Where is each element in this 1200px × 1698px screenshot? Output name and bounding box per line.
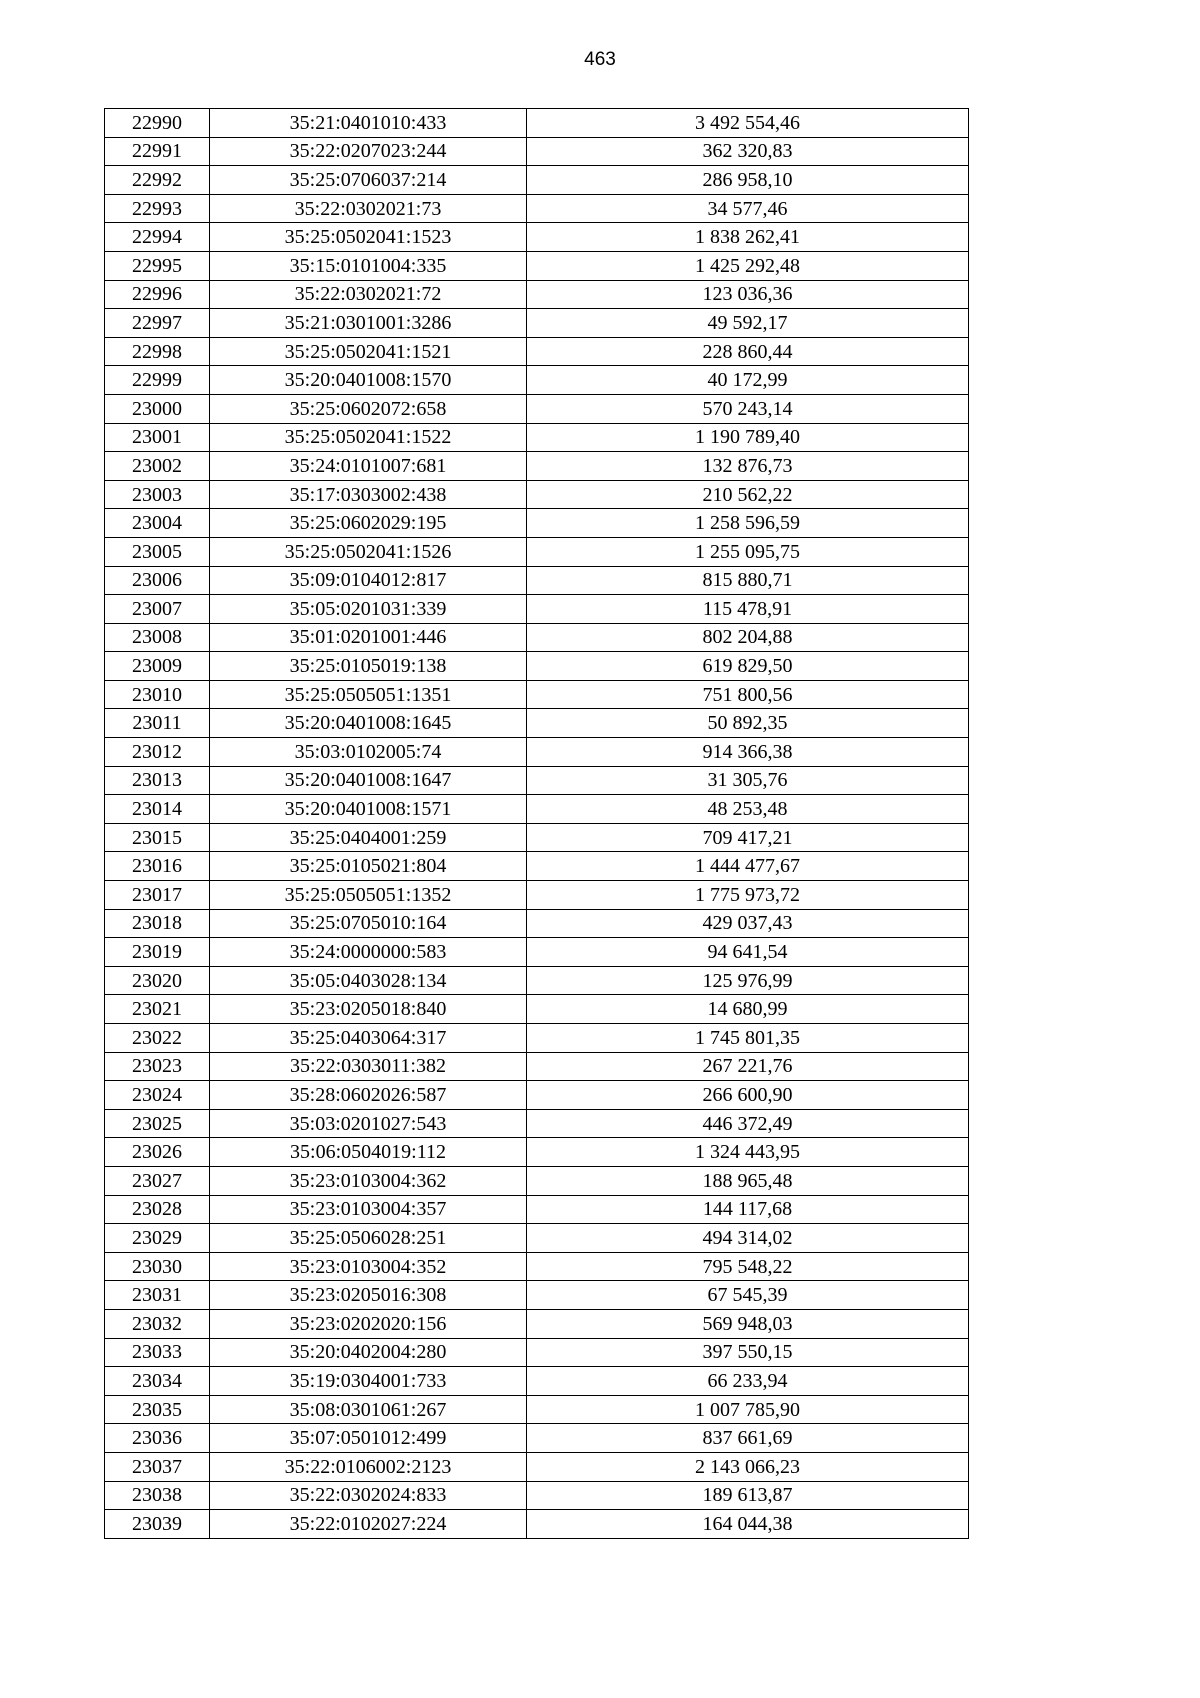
cadastral-number-cell: 35:22:0302021:72 (210, 280, 527, 309)
row-number-cell: 22998 (105, 337, 210, 366)
table-row (105, 995, 969, 1024)
cadastral-number-cell: 35:20:0402004:280 (210, 1338, 527, 1367)
row-number-cell: 22993 (105, 194, 210, 223)
cadastral-number-cell: 35:25:0502041:1523 (210, 223, 527, 252)
cadastral-number-cell: 35:23:0202020:156 (210, 1309, 527, 1338)
row-number-cell: 23034 (105, 1367, 210, 1396)
cadastral-value-cell: 1 775 973,72 (527, 881, 969, 910)
row-number-cell: 22990 (105, 109, 210, 138)
cadastral-value-cell: 210 562,22 (527, 480, 969, 509)
cadastral-number-cell: 35:03:0201027:543 (210, 1109, 527, 1138)
cadastral-value-cell: 1 444 477,67 (527, 852, 969, 881)
row-number-cell: 23025 (105, 1109, 210, 1138)
table-row (105, 280, 969, 309)
table-row (105, 1252, 969, 1281)
cadastral-number-cell: 35:24:0101007:681 (210, 452, 527, 481)
cadastral-value-cell: 709 417,21 (527, 823, 969, 852)
cadastral-value-cell: 1 255 095,75 (527, 537, 969, 566)
row-number-cell: 23020 (105, 966, 210, 995)
cadastral-value-cell: 795 548,22 (527, 1252, 969, 1281)
row-number-cell: 23002 (105, 452, 210, 481)
row-number-cell: 23004 (105, 509, 210, 538)
cadastral-value-cell: 2 143 066,23 (527, 1452, 969, 1481)
cadastral-value-cell: 570 243,14 (527, 394, 969, 423)
cadastral-number-cell: 35:22:0106002:2123 (210, 1452, 527, 1481)
table-row (105, 223, 969, 252)
cadastral-number-cell: 35:25:0105021:804 (210, 852, 527, 881)
cadastral-number-cell: 35:19:0304001:733 (210, 1367, 527, 1396)
table-row (105, 938, 969, 967)
table-row (105, 652, 969, 681)
cadastral-number-cell: 35:23:0103004:352 (210, 1252, 527, 1281)
table-row (105, 480, 969, 509)
cadastral-value-cell: 164 044,38 (527, 1510, 969, 1539)
cadastral-value-cell: 429 037,43 (527, 909, 969, 938)
table-row (105, 1166, 969, 1195)
cadastral-value-cell: 67 545,39 (527, 1281, 969, 1310)
cadastral-value-cell: 14 680,99 (527, 995, 969, 1024)
table-body (105, 109, 969, 1539)
cadastral-number-cell: 35:22:0302021:73 (210, 194, 527, 223)
cadastral-number-cell: 35:22:0207023:244 (210, 137, 527, 166)
cadastral-number-cell: 35:15:0101004:335 (210, 251, 527, 280)
row-number-cell: 23003 (105, 480, 210, 509)
row-number-cell: 23019 (105, 938, 210, 967)
row-number-cell: 23010 (105, 680, 210, 709)
cadastral-number-cell: 35:25:0502041:1521 (210, 337, 527, 366)
row-number-cell: 23028 (105, 1195, 210, 1224)
table-row (105, 1510, 969, 1539)
cadastral-value-cell: 446 372,49 (527, 1109, 969, 1138)
cadastral-number-cell: 35:21:0301001:3286 (210, 309, 527, 338)
row-number-cell: 23012 (105, 738, 210, 767)
row-number-cell: 23033 (105, 1338, 210, 1367)
table-row (105, 166, 969, 195)
table-row (105, 1395, 969, 1424)
table-row (105, 1338, 969, 1367)
cadastral-value-cell: 49 592,17 (527, 309, 969, 338)
table-row (105, 623, 969, 652)
row-number-cell: 23035 (105, 1395, 210, 1424)
cadastral-number-cell: 35:17:0303002:438 (210, 480, 527, 509)
cadastral-value-cell: 802 204,88 (527, 623, 969, 652)
cadastral-value-cell: 189 613,87 (527, 1481, 969, 1510)
cadastral-value-cell: 50 892,35 (527, 709, 969, 738)
cadastral-number-cell: 35:06:0504019:112 (210, 1138, 527, 1167)
table-row (105, 680, 969, 709)
cadastral-value-cell: 228 860,44 (527, 337, 969, 366)
row-number-cell: 23017 (105, 881, 210, 910)
cadastral-value-cell: 123 036,36 (527, 280, 969, 309)
cadastral-value-cell: 1 745 801,35 (527, 1024, 969, 1053)
table-row (105, 394, 969, 423)
row-number-cell: 22995 (105, 251, 210, 280)
table-row (105, 537, 969, 566)
cadastral-value-cell: 66 233,94 (527, 1367, 969, 1396)
cadastral-number-cell: 35:23:0205018:840 (210, 995, 527, 1024)
cadastral-value-cell: 94 641,54 (527, 938, 969, 967)
table-row (105, 1195, 969, 1224)
cadastral-number-cell: 35:03:0102005:74 (210, 738, 527, 767)
row-number-cell: 22996 (105, 280, 210, 309)
cadastral-number-cell: 35:05:0403028:134 (210, 966, 527, 995)
table-row (105, 881, 969, 910)
cadastral-number-cell: 35:20:0401008:1570 (210, 366, 527, 395)
row-number-cell: 23026 (105, 1138, 210, 1167)
row-number-cell: 23011 (105, 709, 210, 738)
row-number-cell: 23018 (105, 909, 210, 938)
cadastral-number-cell: 35:22:0102027:224 (210, 1510, 527, 1539)
cadastral-number-cell: 35:08:0301061:267 (210, 1395, 527, 1424)
table-row (105, 566, 969, 595)
table-row (105, 509, 969, 538)
cadastral-value-cell: 494 314,02 (527, 1224, 969, 1253)
table-row (105, 452, 969, 481)
table-row (105, 194, 969, 223)
cadastral-number-cell: 35:23:0103004:357 (210, 1195, 527, 1224)
row-number-cell: 23031 (105, 1281, 210, 1310)
cadastral-number-cell: 35:24:0000000:583 (210, 938, 527, 967)
cadastral-value-cell: 1 258 596,59 (527, 509, 969, 538)
table-row (105, 423, 969, 452)
row-number-cell: 23009 (105, 652, 210, 681)
cadastral-value-cell: 266 600,90 (527, 1081, 969, 1110)
row-number-cell: 23022 (105, 1024, 210, 1053)
cadastral-number-cell: 35:25:0602029:195 (210, 509, 527, 538)
cadastral-value-cell: 619 829,50 (527, 652, 969, 681)
page-number: 463 (584, 49, 616, 70)
cadastral-value-cell: 132 876,73 (527, 452, 969, 481)
table-row (105, 595, 969, 624)
cadastral-number-cell: 35:25:0403064:317 (210, 1024, 527, 1053)
cadastral-value-cell: 188 965,48 (527, 1166, 969, 1195)
row-number-cell: 23001 (105, 423, 210, 452)
row-number-cell: 23032 (105, 1309, 210, 1338)
row-number-cell: 23013 (105, 766, 210, 795)
cadastral-value-cell: 914 366,38 (527, 738, 969, 767)
row-number-cell: 23021 (105, 995, 210, 1024)
table-row (105, 909, 969, 938)
row-number-cell: 23006 (105, 566, 210, 595)
table-row (105, 1052, 969, 1081)
cadastral-number-cell: 35:07:0501012:499 (210, 1424, 527, 1453)
table-row (105, 852, 969, 881)
cadastral-number-cell: 35:20:0401008:1571 (210, 795, 527, 824)
cadastral-number-cell: 35:25:0602072:658 (210, 394, 527, 423)
table-row (105, 795, 969, 824)
cadastral-value-cell: 569 948,03 (527, 1309, 969, 1338)
cadastral-value-cell: 34 577,46 (527, 194, 969, 223)
cadastral-value-cell: 362 320,83 (527, 137, 969, 166)
cadastral-number-cell: 35:25:0705010:164 (210, 909, 527, 938)
table-row (105, 709, 969, 738)
row-number-cell: 23000 (105, 394, 210, 423)
cadastral-value-table (104, 108, 969, 1539)
row-number-cell: 23030 (105, 1252, 210, 1281)
cadastral-value-cell: 3 492 554,46 (527, 109, 969, 138)
row-number-cell: 22992 (105, 166, 210, 195)
table-row (105, 1224, 969, 1253)
cadastral-value-cell: 1 838 262,41 (527, 223, 969, 252)
table-row (105, 1281, 969, 1310)
table-row (105, 1424, 969, 1453)
cadastral-number-cell: 35:25:0506028:251 (210, 1224, 527, 1253)
row-number-cell: 23038 (105, 1481, 210, 1510)
cadastral-number-cell: 35:23:0205016:308 (210, 1281, 527, 1310)
cadastral-value-cell: 751 800,56 (527, 680, 969, 709)
row-number-cell: 22991 (105, 137, 210, 166)
row-number-cell: 23036 (105, 1424, 210, 1453)
table-row (105, 766, 969, 795)
row-number-cell: 22997 (105, 309, 210, 338)
cadastral-number-cell: 35:01:0201001:446 (210, 623, 527, 652)
table-row (105, 366, 969, 395)
table-row (105, 1481, 969, 1510)
cadastral-value-cell: 48 253,48 (527, 795, 969, 824)
table-row (105, 309, 969, 338)
table-row (105, 1138, 969, 1167)
cadastral-value-cell: 40 172,99 (527, 366, 969, 395)
cadastral-value-cell: 286 958,10 (527, 166, 969, 195)
table-row (105, 337, 969, 366)
cadastral-number-cell: 35:25:0502041:1522 (210, 423, 527, 452)
cadastral-number-cell: 35:25:0505051:1352 (210, 881, 527, 910)
cadastral-value-cell: 1 007 785,90 (527, 1395, 969, 1424)
row-number-cell: 22994 (105, 223, 210, 252)
cadastral-value-cell: 1 425 292,48 (527, 251, 969, 280)
cadastral-number-cell: 35:25:0505051:1351 (210, 680, 527, 709)
cadastral-value-cell: 397 550,15 (527, 1338, 969, 1367)
table-row (105, 738, 969, 767)
row-number-cell: 23005 (105, 537, 210, 566)
cadastral-value-cell: 1 324 443,95 (527, 1138, 969, 1167)
cadastral-value-cell: 115 478,91 (527, 595, 969, 624)
table-row (105, 251, 969, 280)
table-row (105, 1367, 969, 1396)
cadastral-number-cell: 35:05:0201031:339 (210, 595, 527, 624)
row-number-cell: 23015 (105, 823, 210, 852)
table-row (105, 966, 969, 995)
row-number-cell: 23007 (105, 595, 210, 624)
table-row (105, 1452, 969, 1481)
cadastral-value-cell: 144 117,68 (527, 1195, 969, 1224)
row-number-cell: 22999 (105, 366, 210, 395)
cadastral-number-cell: 35:25:0404001:259 (210, 823, 527, 852)
row-number-cell: 23014 (105, 795, 210, 824)
cadastral-number-cell: 35:09:0104012:817 (210, 566, 527, 595)
table-row (105, 1109, 969, 1138)
cadastral-value-cell: 125 976,99 (527, 966, 969, 995)
cadastral-number-cell: 35:25:0105019:138 (210, 652, 527, 681)
row-number-cell: 23027 (105, 1166, 210, 1195)
cadastral-number-cell: 35:22:0302024:833 (210, 1481, 527, 1510)
cadastral-number-cell: 35:28:0602026:587 (210, 1081, 527, 1110)
row-number-cell: 23037 (105, 1452, 210, 1481)
table-row (105, 1024, 969, 1053)
cadastral-number-cell: 35:20:0401008:1647 (210, 766, 527, 795)
table-row (105, 1081, 969, 1110)
cadastral-number-cell: 35:25:0706037:214 (210, 166, 527, 195)
row-number-cell: 23029 (105, 1224, 210, 1253)
cadastral-value-cell: 815 880,71 (527, 566, 969, 595)
row-number-cell: 23016 (105, 852, 210, 881)
cadastral-number-cell: 35:22:0303011:382 (210, 1052, 527, 1081)
cadastral-value-cell: 1 190 789,40 (527, 423, 969, 452)
table-row (105, 823, 969, 852)
cadastral-number-cell: 35:21:0401010:433 (210, 109, 527, 138)
cadastral-number-cell: 35:23:0103004:362 (210, 1166, 527, 1195)
row-number-cell: 23023 (105, 1052, 210, 1081)
cadastral-number-cell: 35:25:0502041:1526 (210, 537, 527, 566)
row-number-cell: 23008 (105, 623, 210, 652)
table-row (105, 1309, 969, 1338)
cadastral-value-cell: 31 305,76 (527, 766, 969, 795)
cadastral-value-cell: 837 661,69 (527, 1424, 969, 1453)
table-row (105, 137, 969, 166)
cadastral-number-cell: 35:20:0401008:1645 (210, 709, 527, 738)
cadastral-value-cell: 267 221,76 (527, 1052, 969, 1081)
table-row (105, 109, 969, 138)
row-number-cell: 23024 (105, 1081, 210, 1110)
row-number-cell: 23039 (105, 1510, 210, 1539)
